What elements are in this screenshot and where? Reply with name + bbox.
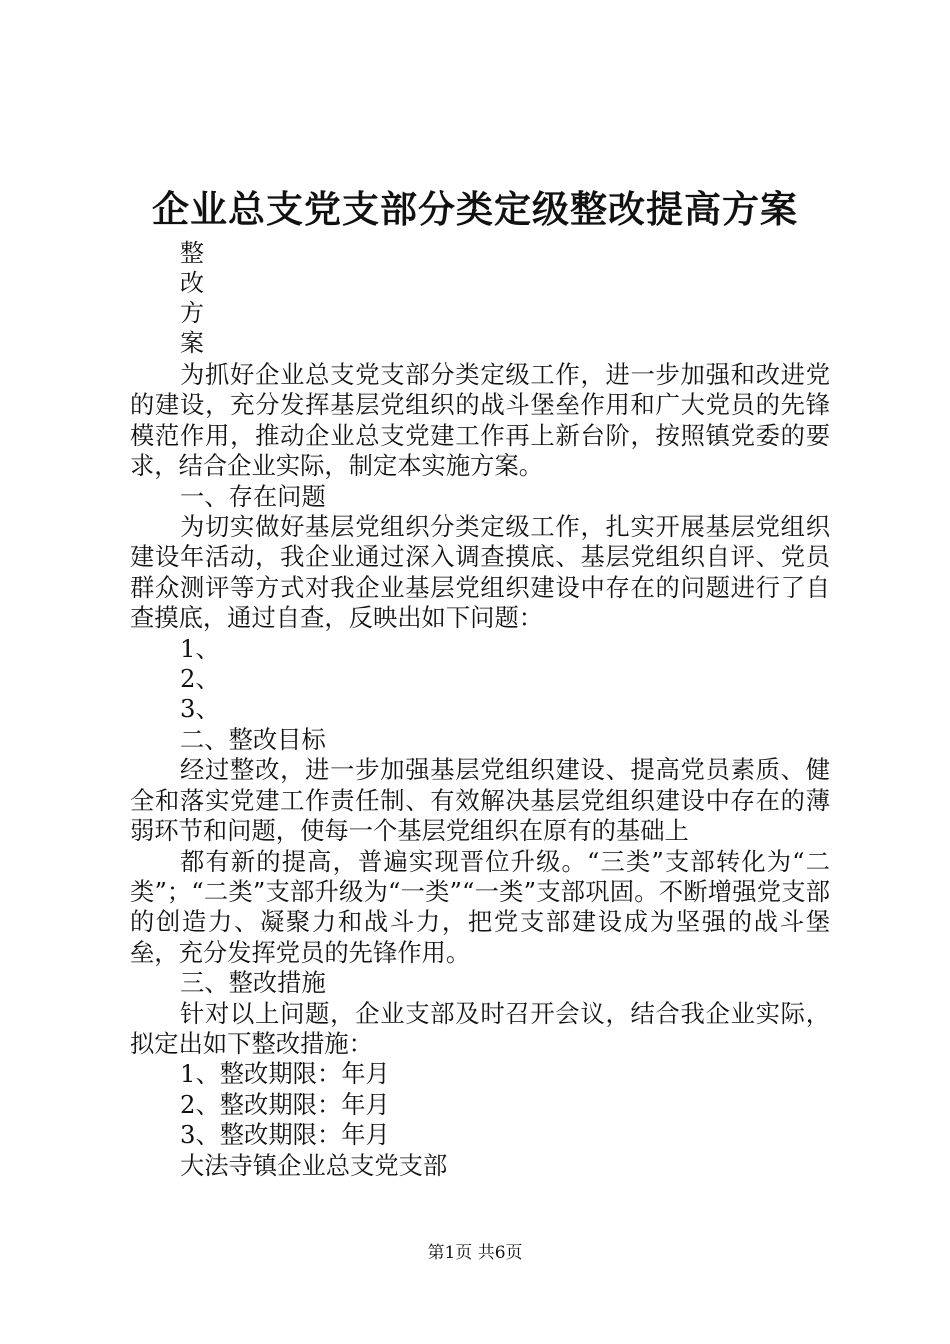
section-heading-goals: 二、整改目标 bbox=[180, 724, 326, 754]
problem-item-2: 2、 bbox=[180, 664, 220, 694]
section-heading-problems: 一、存在问题 bbox=[180, 481, 326, 511]
vertical-heading-char: 改 bbox=[180, 269, 204, 297]
vertical-heading bbox=[180, 238, 210, 358]
section-heading-measures: 三、整改措施 bbox=[180, 968, 326, 998]
problem-item-1: 1、 bbox=[180, 633, 220, 663]
vertical-heading-char: 方 bbox=[180, 299, 204, 327]
goals-paragraph: 经过整改，进一步加强基层党组织建设、提高党员素质、健全和落实党建工作责任制、有效解决基层党组织建设中存在的薄弱环节和问题，使每一个基层党组织在原有的基础上 bbox=[130, 755, 830, 846]
vertical-heading-char: 整 bbox=[180, 239, 204, 267]
goals-paragraph-continued: 都有新的提高，普遍实现晋位升级。“三类”支部转化为“二类”；“二类”支部升级为“一类”“一类”支部巩固。不断增强党支部的创造力、凝聚力和战斗力，把党支部建设成为坚强的战斗堡垒，充分发挥党员的先锋作用。 bbox=[130, 846, 830, 967]
measures-paragraph: 针对以上问题，企业支部及时召开会议，结合我企业实际，拟定出如下整改措施： bbox=[130, 998, 830, 1058]
problems-paragraph: 为切实做好基层党组织分类定级工作，扎实开展基层党组织建设年活动，我企业通过深入调查摸底、基层党组织自评、党员群众测评等方式对我企业基层党组织建设中存在的问题进行了自查摸底，通过自查，反映出如下问题： bbox=[130, 512, 830, 633]
measure-item-3: 3、整改期限：年月 bbox=[180, 1120, 390, 1150]
problem-item-3: 3、 bbox=[180, 694, 220, 724]
page-number-footer: 第1页 共6页 bbox=[427, 1243, 523, 1263]
intro-paragraph: 为抓好企业总支党支部分类定级工作，进一步加强和改进党的建设，充分发挥基层党组织的战斗堡垒作用和广大党员的先锋模范作用，推动企业总支党建工作再上新台阶，按照镇党委的要求，结合企业实际，制定本实施方案。 bbox=[130, 360, 830, 481]
document-title: 企业总支党支部分类定级整改提高方案 bbox=[152, 187, 798, 231]
document-body bbox=[130, 360, 830, 1181]
measure-item-2: 2、整改期限：年月 bbox=[180, 1089, 390, 1119]
signature-organization: 大法寺镇企业总支党支部 bbox=[180, 1150, 448, 1180]
measure-item-1: 1、整改期限：年月 bbox=[180, 1059, 390, 1089]
vertical-heading-char: 案 bbox=[180, 329, 204, 357]
